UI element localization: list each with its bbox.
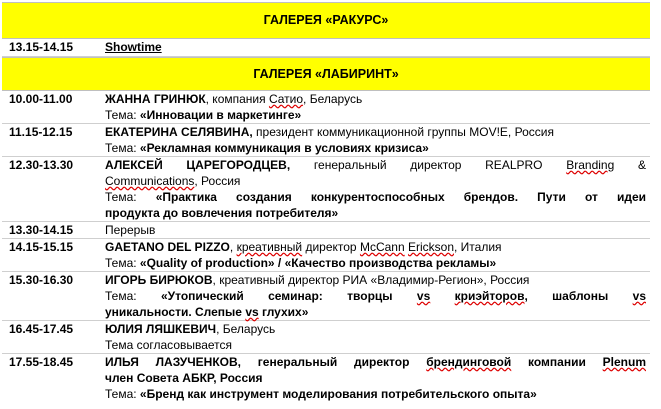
event-title: Перерыв <box>105 223 156 237</box>
schedule-row: 14.15-15.15 GAETANO DEL PIZZO, креативный директор McCann Erickson, Италия Тема: «Quality of production» / «Качество производства рекламы» <box>2 239 650 272</box>
speaker-name: ЕКАТЕРИНА СЕЛЯВИНА, <box>105 125 253 139</box>
time-slot: 14.15-15.15 <box>9 240 74 254</box>
talk-topic: «Quality of production» / «Качество производства рекламы» <box>139 256 497 270</box>
talk-topic: «Инновации в маркетинге» <box>139 108 302 122</box>
schedule-row: 16.45-17.45 ЮЛИЯ ЛЯШКЕВИЧ, Беларусь Тема согласовывается <box>2 321 650 354</box>
event-title: Showtime <box>105 40 162 54</box>
schedule-row: 11.15-12.15 ЕКАТЕРИНА СЕЛЯВИНА, президент коммуникационной группы MOV!E, Россия Тема: «Рекламная коммуникация в условиях кризиса» <box>2 124 650 157</box>
schedule-row <box>2 39 650 57</box>
schedule-row: 12.30-13.30 АЛЕКСЕЙ ЦАРЕГОРОДЦЕВ, генеральный директор REALPRO Branding & Communications, Россия Тема: «Практика создания конкурентоспособных брендов. Пути от идеи продукта до вовлечения потребителя» <box>2 157 650 222</box>
talk-topic: «Утопический семинар: творцы vs криэйторов, шаблоны vs <box>160 289 646 303</box>
time-slot: 13.15-14.15 <box>9 40 74 54</box>
speaker-name: ИГОРЬ БИРЮКОВ <box>105 273 213 287</box>
time-slot: 12.30-13.30 <box>9 158 74 172</box>
time-slot: 13.30-14.15 <box>9 223 74 237</box>
time-slot: 11.15-12.15 <box>9 125 73 139</box>
speaker-name: ЖАННА ГРИНЮК <box>105 92 206 106</box>
talk-topic: «Рекламная коммуникация в условиях кризиса» <box>139 141 429 155</box>
time-slot: 15.30-16.30 <box>9 273 74 287</box>
talk-topic: Тема согласовывается <box>105 338 233 352</box>
speaker-name: GAETANO DEL PIZZO <box>105 240 230 254</box>
time-slot: 10.00-11.00 <box>9 92 73 106</box>
time-slot: 16.45-17.45 <box>9 322 74 336</box>
speaker-name: АЛЕКСЕЙ ЦАРЕГОРОДЦЕВ, <box>105 158 291 172</box>
gallery-header-rakurs: ГАЛЕРЕЯ «РАКУРС» <box>2 2 650 39</box>
talk-topic: «Бренд как инструмент моделирования потребительского опыта» <box>139 387 537 401</box>
gallery-header-labirint: ГАЛЕРЕЯ «ЛАБИРИНТ» <box>2 57 650 91</box>
speaker-name: ИЛЬЯ ЛАЗУЧЕНКОВ, <box>105 355 241 369</box>
talk-topic: «Практика создания конкурентоспособных брендов. Пути от идеи <box>155 190 646 204</box>
schedule-row: 15.30-16.30 ИГОРЬ БИРЮКОВ, креативный директор РИА «Владимир-Регион», Россия Тема: «Утопический семинар: творцы vs криэйторов, шаблоны vs уникальности. Слепые vs глухих» <box>2 272 650 321</box>
schedule-row <box>2 222 650 239</box>
speaker-name: ЮЛИЯ ЛЯШКЕВИЧ <box>105 322 217 336</box>
schedule-row: 17.55-18.45 ИЛЬЯ ЛАЗУЧЕНКОВ, генеральный директор брендинговой компании Plenum член Совета АБКР, Россия Тема: «Бренд как инструмент моделирования потребительского опыта» <box>2 354 650 402</box>
schedule-document <box>2 2 650 402</box>
schedule-row: 10.00-11.00 ЖАННА ГРИНЮК, компания Сатио, Беларусь Тема: «Инновации в маркетинге» <box>2 91 650 124</box>
time-slot: 17.55-18.45 <box>9 355 74 369</box>
